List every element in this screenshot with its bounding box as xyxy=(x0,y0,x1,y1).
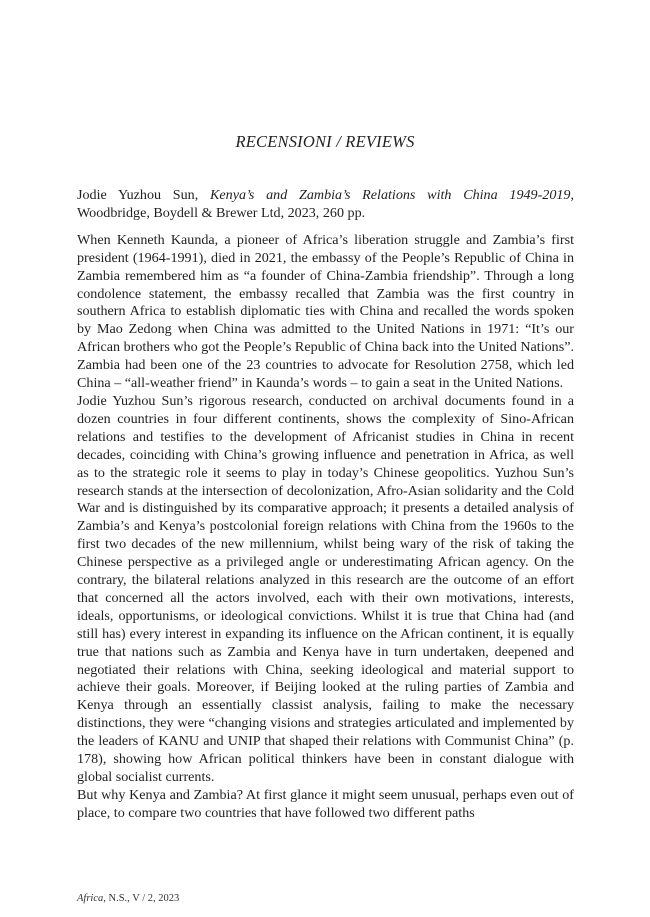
page-footer xyxy=(77,893,179,904)
review-body xyxy=(77,187,574,823)
footer-issue: , N.S., V / 2, 2023 xyxy=(103,893,180,904)
paragraph-1: When Kenneth Kaunda, a pioneer of Africa’s liberation struggle and Zambia’s first president (1964-1991), died in 2021, the embassy of the People’s Republic of China in Zambia remembered him as “a founder of China-Zambia friendship”. Through a long condolence statement, the embassy recalled that Zambia was the first country in southern Africa to establish diplomatic ties with China and recalled the words spoken by Mao Zedong when China was admitted to the United Nations in 1971: “It’s our African brothers who got the People’s Republic of China back into the United Nations”. Zambia had been one of the 23 countries to advocate for Resolution 2758, which led China – “all-weather friend” in Kaunda’s words – to gain a seat in the United Nations. xyxy=(77,231,574,392)
paragraph-2: Jodie Yuzhou Sun’s rigorous research, conducted on archival documents found in a dozen countries in four different continents, shows the complexity of Sino-African relations and testifies to the development of Africanist studies in China in recent decades, coinciding with China’s growing influence and penetration in Africa, as well as to the strategic role it seems to play in today’s Chinese geopolitics. Yuzhou Sun’s research stands at the intersection of decolonization, Afro-Asian solidarity and the Cold War and is distinguished by its comparative approach; it presents a detailed analysis of Zambia’s and Kenya’s postcolonial foreign relations with China from the 1960s to the first two decades of the new millennium, whilst being wary of the risk of taking the Chinese perspective as a privileged angle or underestimating African agency. On the contrary, the bilateral relations analyzed in this research are the outcome of an effort that concerned all the actors involved, each with their own motivations, interests, ideals, opportunisms, or ideological convictions. Whilst it is true that China had (and still has) every interest in expanding its influence on the African continent, it is equally true that nations such as Zambia and Kenya have in turn undertaken, deepened and negotiated their relations with China, seeking ideological and material support to achieve their goals. Moreover, if Beijing looked at the ruling parties of Zambia and Kenya through an essentially classist analysis, failing to make the necessary distinctions, they were “changing visions and strategies articulated and implemented by the leaders of KANU and UNIP that shaped their relations with Communist China” (p. 178), showing how African political thinkers have been in constant dialogue with global socialist currents. xyxy=(77,392,574,785)
book-citation xyxy=(77,187,574,223)
section-title: RECENSIONI / REVIEWS xyxy=(235,132,415,151)
citation-author: Jodie Yuzhou Sun, xyxy=(77,187,199,203)
footer-journal-name: Africa xyxy=(77,893,104,904)
citation-book-title: Kenya’s and Zambia’s Relations with China 1949-2019 xyxy=(210,187,571,203)
citation-publication: , Woodbridge, Boydell & Brewer Ltd, 2023, 260 pp. xyxy=(77,187,574,221)
paragraph-3: But why Kenya and Zambia? At first glance it might seem unusual, perhaps even out of place, to compare two countries that have followed two different paths xyxy=(77,786,574,821)
